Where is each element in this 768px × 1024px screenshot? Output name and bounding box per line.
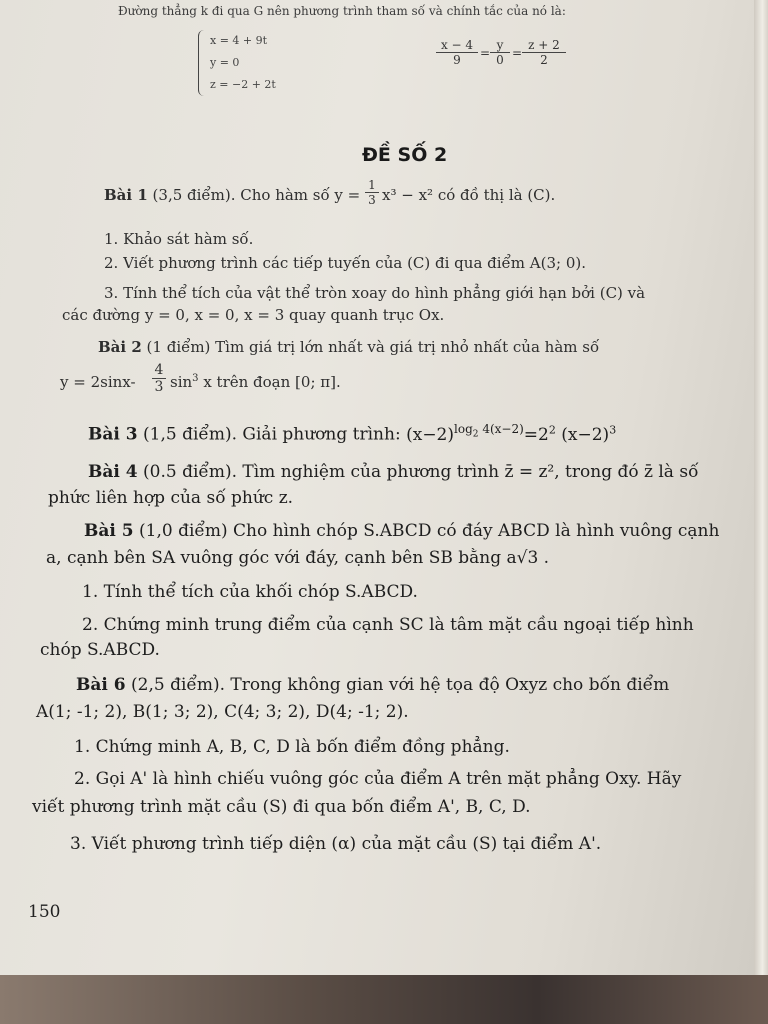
bai1-fraction: $\frac{1}{3}$: [365, 178, 379, 207]
bai2-formula-a: y = 2sinx-: [60, 373, 136, 391]
bai5-line-2: a, cạnh bên SA vuông góc với đáy, cạnh bên SB bằng a√3 .: [46, 548, 550, 568]
bai6-label: Bài 6: [76, 675, 126, 695]
bai5-item-1: 1. Tính thể tích của khối chóp S.ABCD.: [82, 582, 418, 602]
canon-fraction-z: $\frac{z + 2}{2}$: [522, 38, 566, 67]
bai5-item-2: 2. Chứng minh trung điểm của cạnh SC là tâm mặt cầu ngoại tiếp hình: [82, 615, 694, 635]
bai4-line-1: Bài 4 (0.5 điểm). Tìm nghiệm của phương trình z̄ = z², trong đó z̄ là số: [88, 462, 699, 482]
bai2-line: [98, 338, 599, 356]
bai4-line-2: phức liên hợp của số phức z.: [48, 488, 294, 508]
background-surface: [0, 975, 768, 1024]
bai3-line: [88, 422, 616, 445]
bai6-item-3: 3. Viết phương trình tiếp diện (α) của mặt cầu (S) tại điểm A'.: [70, 834, 602, 854]
bai2-label: Bài 2: [98, 338, 142, 356]
canon-eq-2: =: [512, 46, 523, 60]
bai5-item-2-cont: chóp S.ABCD.: [40, 640, 160, 660]
bai5-line-1: Bài 5 (1,0 điểm) Cho hình chóp S.ABCD có đáy ABCD là hình vuông cạnh: [84, 521, 720, 541]
intro-line: Đường thẳng k đi qua G nên phương trình tham số và chính tắc của nó là:: [118, 4, 566, 18]
bai1-label: Bài 1: [104, 186, 148, 204]
bai2-text: (1 điểm) Tìm giá trị lớn nhất và giá trị nhỏ nhất của hàm số: [146, 338, 600, 356]
bai6-item-2-cont: viết phương trình mặt cầu (S) đi qua bốn điểm A', B, C, D.: [32, 797, 531, 817]
bai1-item-1: 1. Khảo sát hàm số.: [104, 230, 254, 248]
canon-fraction-x: $\frac{x - 4}{9}$: [436, 38, 478, 67]
bai1-item-2: 2. Viết phương trình các tiếp tuyến của (C) đi qua điểm A(3; 0).: [104, 254, 586, 272]
param-eq-z: z = −2 + 2t: [210, 78, 276, 91]
bai6-item-2: 2. Gọi A' là hình chiếu vuông góc của điểm A trên mặt phẳng Oxy. Hãy: [74, 769, 682, 789]
bai2-fraction: $\frac{4}{3}$: [152, 362, 166, 395]
bai1-item-3: 3. Tính thể tích của vật thể tròn xoay do hình phẳng giới hạn bởi (C) và: [104, 284, 646, 302]
system-brace: [198, 30, 207, 96]
bai1-text-b: x³ − x² có đồ thị là (C).: [382, 186, 556, 204]
bai1-text-a: (3,5 điểm). Cho hàm số y =: [152, 186, 361, 204]
bai6-item-1: 1. Chứng minh A, B, C, D là bốn điểm đồng phẳng.: [74, 737, 510, 757]
bai3-label: Bài 3: [88, 424, 138, 445]
bai1-line: [104, 186, 360, 204]
canon-eq-1: =: [480, 46, 491, 60]
exam-heading: ĐỀ SỐ 2: [362, 144, 448, 166]
page-edge: [754, 0, 768, 975]
bai6-line-1: Bài 6 (2,5 điểm). Trong không gian với hệ tọa độ Oxyz cho bốn điểm: [76, 675, 670, 695]
bai5-label: Bài 5: [84, 521, 134, 541]
bai3-text: (1,5 điểm). Giải phương trình:: [143, 424, 401, 445]
canon-fraction-y: $\frac{y}{0}$: [490, 38, 510, 67]
bai3-equation: $(x-2)^{log_2 4(x-2)}=2^2$ $(x-2)^3$: [406, 422, 617, 445]
bai1-item-3-cont: các đường y = 0, x = 0, x = 3 quay quanh trục Ox.: [62, 306, 445, 324]
page-number: 150: [28, 902, 61, 922]
bai4-label: Bài 4: [88, 462, 138, 482]
param-eq-x: x = 4 + 9t: [210, 34, 268, 47]
bai6-line-2: A(1; -1; 2), B(1; 3; 2), C(4; 3; 2), D(4; -1; 2).: [36, 702, 409, 722]
bai2-formula-b: $\sin^3 x$ trên đoạn [0; π].: [170, 373, 341, 391]
param-eq-y: y = 0: [210, 56, 240, 69]
